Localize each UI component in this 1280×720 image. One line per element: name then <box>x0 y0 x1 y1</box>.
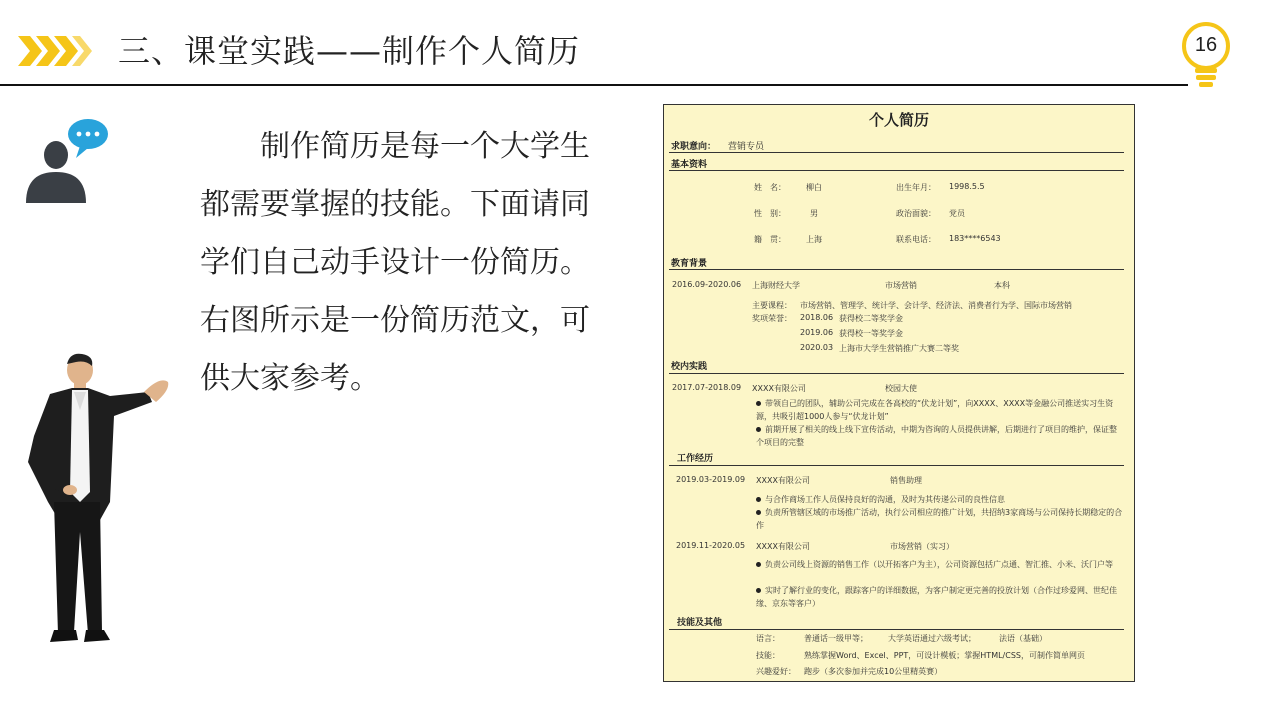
gender-label: 性 别： <box>754 209 786 218</box>
job-period: 2019.03-2019.09 <box>676 475 746 484</box>
intro-paragraph: 制作简历是每一个大学生都需要掌握的技能。下面请同学们自己动手设计一份简历。右图所示是一份简历范文，可供大家参考。 <box>200 129 590 396</box>
language-item: 大学英语通过六级考试； <box>888 634 976 643</box>
campus-org: XXXX有限公司 <box>752 384 806 393</box>
businessman-illustration <box>10 352 180 652</box>
phone-label: 联系电话： <box>896 235 936 244</box>
phone-value: 183****6543 <box>949 234 1001 243</box>
chevron-arrows-icon <box>18 36 94 66</box>
section-heading-education: 教育背景 <box>671 259 708 269</box>
origin-label: 籍 贯： <box>754 235 786 244</box>
gender-value: 男 <box>810 209 818 218</box>
bullet-icon <box>756 427 761 432</box>
intent-label: 求职意向： <box>671 142 717 152</box>
page-title: 三、课堂实践——制作个人简历 <box>118 32 581 70</box>
name-value: 柳白 <box>806 183 822 192</box>
edu-period: 2016.09-2020.06 <box>672 280 742 289</box>
edu-school: 上海财经大学 <box>752 281 800 290</box>
bullet-icon <box>756 401 761 406</box>
section-heading-work: 工作经历 <box>677 454 714 464</box>
politics-label: 政治面貌： <box>896 209 936 218</box>
honor-date: 2018.06 <box>800 313 834 322</box>
bullet-icon <box>756 510 761 515</box>
resume-sample <box>663 104 1135 682</box>
campus-role: 校园大使 <box>885 384 917 393</box>
birth-label: 出生年月： <box>896 183 936 192</box>
edu-major: 市场营销 <box>885 281 917 290</box>
language-item: 法语（基础） <box>999 634 1047 643</box>
name-label: 姓 名： <box>754 183 786 192</box>
tech-label: 技能： <box>756 651 780 660</box>
honor-date: 2020.03 <box>800 343 834 352</box>
job-bullet: 与合作商场工作人员保持良好的沟通，及时为其传递公司的良性信息 <box>756 493 1124 506</box>
honors-label: 奖项荣誉： <box>752 314 792 323</box>
language-item: 普通话一级甲等； <box>804 634 868 643</box>
header-divider <box>0 84 1188 86</box>
hobby-value: 跑步（多次参加并完成10公里精英赛） <box>804 667 943 676</box>
section-heading-basic: 基本资料 <box>671 160 708 170</box>
tech-value: 熟练掌握Word、Excel、PPT，可设计模板；掌握HTML/CSS，可制作简单网页 <box>804 651 1085 660</box>
campus-period: 2017.07-2018.09 <box>672 383 742 392</box>
page-number: 16 <box>1194 34 1218 56</box>
job-bullet: 负责公司线上资源的销售工作（以开拓客户为主），公司资源包括广点通、智汇推、小米、沃门户等 <box>756 558 1124 571</box>
bullet-icon <box>756 497 761 502</box>
section-heading-skills: 技能及其他 <box>677 618 723 628</box>
language-label: 语言： <box>756 634 780 643</box>
job-role: 市场营销（实习） <box>890 542 954 551</box>
campus-bullet: 前期开展了相关的线上线下宣传活动，中期为咨询的人员提供讲解，后期进行了项目的维护，保证整个项目的完整 <box>756 425 1117 447</box>
job-org: XXXX有限公司 <box>756 476 810 485</box>
origin-value: 上海 <box>806 235 822 244</box>
hobby-label: 兴趣爱好： <box>756 667 796 676</box>
honor-text: 获得校一等奖学金 <box>839 329 903 338</box>
honor-text: 获得校二等奖学金 <box>839 314 903 323</box>
bullet-icon <box>756 588 761 593</box>
job-org: XXXX有限公司 <box>756 542 810 551</box>
job-period: 2019.11-2020.05 <box>676 541 746 550</box>
speaker-person-icon <box>20 112 120 207</box>
courses-value: 市场营销、管理学、统计学、会计学、经济法、消费者行为学、国际市场营销 <box>800 301 1072 310</box>
courses-label: 主要课程： <box>752 301 792 310</box>
campus-bullet: 带领自己的团队，辅助公司完成在各高校的“伏龙计划”，向XXXX、XXXX等金融公司推送实习生资源，共吸引超1000人参与“伏龙计划” <box>756 399 1114 421</box>
section-heading-campus: 校内实践 <box>671 362 708 372</box>
birth-value: 1998.5.5 <box>949 182 985 191</box>
resume-title: 个人简历 <box>868 111 929 129</box>
intent-value: 营销专员 <box>728 142 765 152</box>
job-bullet: 负责所管辖区域的市场推广活动，执行公司相应的推广计划，共招纳3家商场与公司保持长期稳定的合作 <box>756 508 1123 530</box>
politics-value: 党员 <box>949 209 965 218</box>
job-bullet: 实时了解行业的变化，跟踪客户的详细数据，为客户制定更完善的投放计划（合作过珍爱网、世纪佳缘、京东等客户） <box>756 586 1117 608</box>
edu-degree: 本科 <box>994 281 1010 290</box>
job-role: 销售助理 <box>890 476 922 485</box>
honor-date: 2019.06 <box>800 328 834 337</box>
bullet-icon <box>756 562 761 567</box>
honor-text: 上海市大学生营销推广大赛二等奖 <box>839 344 959 353</box>
